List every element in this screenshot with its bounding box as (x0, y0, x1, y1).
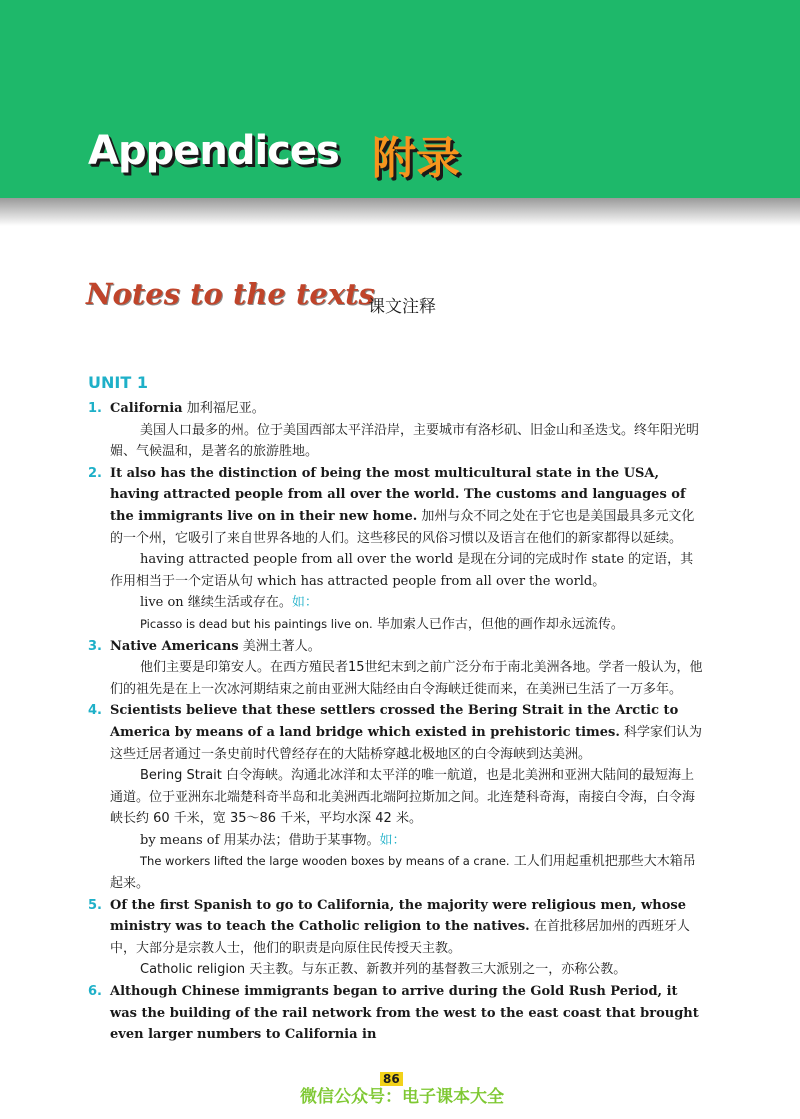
example-cn: 毕加索人已作古，但他的画作却永远流传。 (376, 616, 624, 632)
note-6 (88, 981, 704, 1046)
note-head-en: It also has the distinction of being the most multicultural state in the USA, having attracted people from all over the world. The customs and languages of the immigrants live on in their new home. (110, 465, 686, 524)
phrase-text: by means of 用某办法；借助于某事物。 (140, 832, 380, 848)
note-phrase (88, 830, 704, 852)
note-4 (88, 700, 704, 765)
page-number: 86 (380, 1072, 403, 1086)
note-5 (88, 895, 704, 960)
note-head-en: Of the first Spanish to go to California, the majority were religious men, whose ministry was to teach the Catholic religion to the natives. (110, 897, 686, 935)
note-grammar: having attracted people from all over the world 是现在分词的完成时作 state 的定语，其作用相当于一个定语从句 which has attracted people from all over the world。 (110, 552, 694, 589)
note-head-cn: 美洲土著人。 (242, 638, 321, 654)
note-explanation: 他们主要是印第安人。在西方殖民者15世纪末到之前广泛分布于南北美洲各地。学者一般认为，他们的祖先是在上一次冰河期结束之前由亚洲大陆经由白令海峡迁徙而来，在美洲已生活了一万多年。 (110, 660, 703, 697)
note-head-cn: 加利福尼亚。 (186, 401, 265, 416)
note-head-en: Native Americans (110, 638, 239, 654)
note-number: 6. (88, 984, 102, 1000)
note-1 (88, 398, 704, 420)
note-example (88, 614, 704, 636)
note-head-en: Scientists believe that these settlers crossed the Bering Strait in the Arctic to America by means of a land bridge which existed in prehistoric times. (110, 703, 679, 740)
page-title-cn: 附录 (372, 133, 460, 184)
note-number: 3. (88, 638, 102, 654)
example-cn: 工人们用起重机把那些大木箱吊起来。 (110, 854, 696, 892)
note-head-en: Although Chinese immigrants began to arrive during the Gold Rush Period, it was the building of the rail network from the west to the east coast that brought even larger numbers to California in (110, 984, 699, 1043)
note-number: 5. (88, 897, 102, 913)
note-explanation: Bering Strait 白令海峡。沟通北冰洋和太平洋的唯一航道，也是北美洲和亚洲大陆间的最短海上通道。位于亚洲东北端楚科奇半岛和北美洲西北端阿拉斯加之间。北连楚科奇海，南接白令海，白令海峡长约 60 千米，宽 35～86 千米，平均水深 42 米。 (110, 768, 696, 827)
banner-shadow (0, 198, 800, 226)
note-phrase (88, 592, 704, 614)
note-head-cn: 科学家们认为这些迁居者通过一条史前时代曾经存在的大陆桥穿越北极地区的白令海峡到达美洲。 (110, 724, 703, 762)
example-label: 如： (291, 595, 318, 611)
section-title-cn: 课文注释 (368, 297, 436, 317)
note-head-cn: 在首批移居加州的西班牙人中，大部分是宗教人士，他们的职责是向原住民传授天主教。 (110, 919, 690, 956)
note-3 (88, 636, 704, 658)
note-number: 2. (88, 465, 102, 481)
example-en: The workers lifted the large wooden boxes by means of a crane. (140, 854, 510, 869)
example-en: Picasso is dead but his paintings live on. (140, 616, 373, 631)
footer-watermark: 微信公众号：电子课本大全 (300, 1087, 504, 1107)
note-example (88, 851, 704, 894)
note-2 (88, 463, 704, 549)
note-head-en: California (110, 401, 183, 416)
section-title-en: Notes to the texts (86, 277, 375, 311)
note-head-cn: 加州与众不同之处在于它也是美国最具多元文化的一个州，它吸引了来自世界各地的人们。这些移民的风俗习惯以及语言在他们的新家都得以延续。 (110, 508, 695, 546)
note-number: 1. (88, 401, 102, 416)
example-label: 如： (379, 832, 406, 848)
notes-body (88, 398, 704, 1046)
unit-heading: UNIT 1 (88, 373, 148, 392)
note-explanation: Catholic religion 天主教。与东正教、新教并列的基督教三大派别之一，亦称公教。 (140, 962, 627, 978)
phrase-text: live on 继续生活或存在。 (140, 595, 292, 611)
page-title-en: Appendices (88, 128, 339, 174)
note-explanation: 美国人口最多的州。位于美国西部太平洋沿岸，主要城市有洛杉矶、旧金山和圣迭戈。终年阳光明媚、气候温和，是著名的旅游胜地。 (110, 422, 700, 460)
note-number: 4. (88, 703, 102, 719)
